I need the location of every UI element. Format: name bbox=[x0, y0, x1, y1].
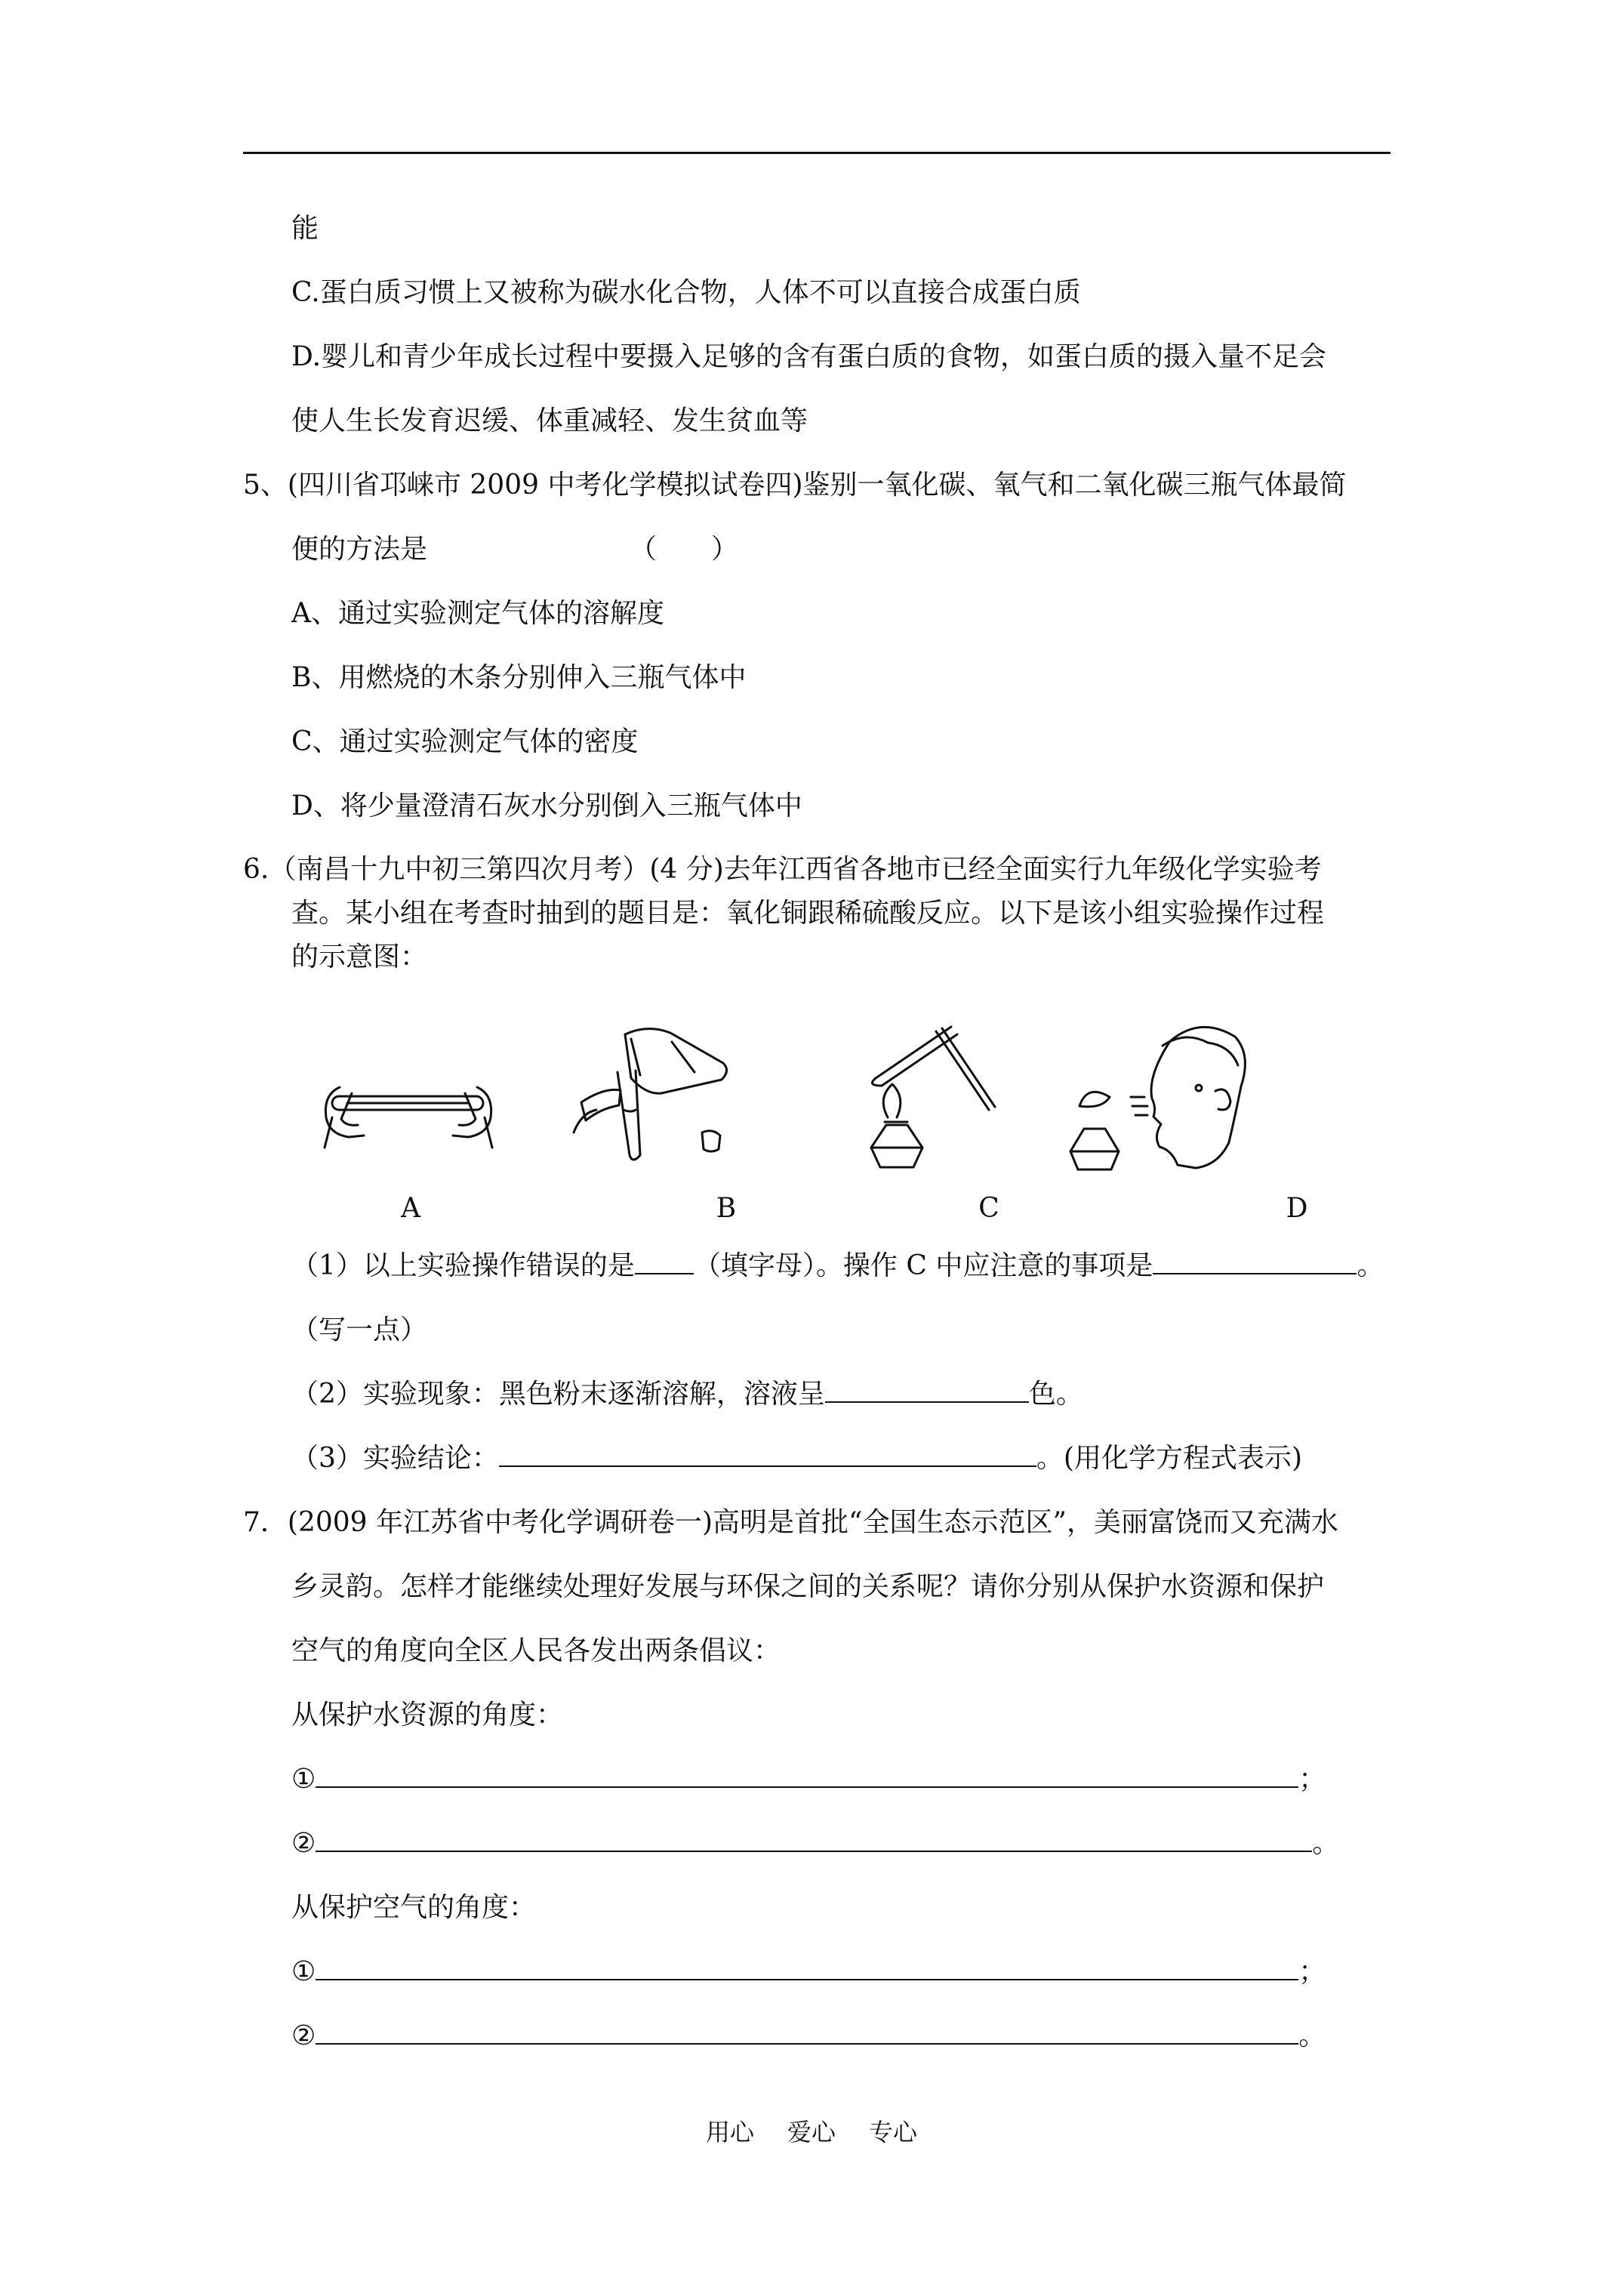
answer-blank-letter[interactable] bbox=[635, 1250, 694, 1274]
option-c: C.蛋白质习惯上又被称为碳水化合物，人体不可以直接合成蛋白质 bbox=[291, 277, 1081, 308]
answer-blank-note[interactable] bbox=[1153, 1250, 1357, 1274]
option-d: D.婴儿和青少年成长过程中要摄入足够的含有蛋白质的食物，如蛋白质的摄入量不足会 bbox=[291, 341, 1327, 372]
air-heading: 从保护空气的角度： bbox=[291, 1892, 537, 1923]
water-heading: 从保护水资源的角度： bbox=[291, 1700, 564, 1730]
figure-a-illustration bbox=[317, 1057, 498, 1163]
answer-blank-color[interactable] bbox=[825, 1379, 1029, 1403]
figure-label-b: B bbox=[716, 1193, 737, 1224]
figure-c-illustration bbox=[861, 1012, 1004, 1178]
question-6: 6.（南昌十九中初三第四次月考）(4 分)去年江西省各地市已经全面实行九年级化学实验考 bbox=[243, 854, 1322, 885]
question-6-continued-2: 的示意图： bbox=[291, 942, 428, 972]
text-line: 能 bbox=[291, 213, 319, 244]
answer-paren[interactable]: （ ） bbox=[630, 534, 739, 565]
figure-label-a: A bbox=[401, 1193, 420, 1224]
answer-blank-water-1[interactable] bbox=[316, 1764, 1298, 1788]
footer-word-2: 爱心 bbox=[787, 2118, 836, 2147]
figure-d-illustration bbox=[1057, 1015, 1253, 1178]
q6-subquestion-2: （2）实验现象：黑色粉末逐渐溶解，溶液呈 色。 bbox=[291, 1379, 1083, 1410]
question-5-continued: 便的方法是 bbox=[291, 534, 428, 565]
answer-blank-water-2[interactable] bbox=[316, 1828, 1312, 1852]
answer-blank-air-2[interactable] bbox=[316, 2020, 1298, 2045]
water-item-2: ② 。 bbox=[291, 1828, 1340, 1859]
question-6-continued: 查。某小组在考查时抽到的题目是：氧化铜跟稀硫酸反应。以下是该小组实验操作过程 bbox=[291, 898, 1325, 929]
q6-subquestion-1: （1）以上实验操作错误的是 （填字母）。操作 C 中应注意的事项是 。 bbox=[291, 1250, 1384, 1281]
q6-subquestion-3: （3）实验结论： 。(用化学方程式表示) bbox=[291, 1443, 1302, 1474]
water-item-1: ① ； bbox=[291, 1764, 1326, 1795]
air-item-2: ② 。 bbox=[291, 2020, 1326, 2051]
figure-label-c: C bbox=[978, 1193, 999, 1224]
question-7-continued-2: 空气的角度向全区人民各发出两条倡议： bbox=[291, 1635, 781, 1666]
question-7: 7．(2009 年江苏省中考化学调研卷一)高明是首批“全国生态示范区”，美丽富饶而又充满水 bbox=[243, 1507, 1338, 1538]
footer-word-1: 用心 bbox=[705, 2118, 754, 2147]
q5-option-c: C、通过实验测定气体的密度 bbox=[291, 726, 639, 757]
question-5: 5、(四川省邛崃市 2009 中考化学模拟试卷四)鉴别一氧化碳、氧气和二氧化碳三瓶气体最简 bbox=[243, 470, 1347, 501]
q5-option-a: A、通过实验测定气体的溶解度 bbox=[291, 598, 664, 629]
q6-subquestion-1-hint: （写一点） bbox=[291, 1314, 428, 1345]
figure-b-illustration bbox=[559, 1019, 740, 1170]
header-rule bbox=[243, 152, 1390, 154]
page-footer bbox=[0, 2117, 1623, 2147]
q5-option-d: D、将少量澄清石灰水分别倒入三瓶气体中 bbox=[291, 791, 802, 821]
air-item-1: ① ； bbox=[291, 1956, 1326, 1987]
answer-blank-equation[interactable] bbox=[499, 1443, 1036, 1467]
answer-blank-air-1[interactable] bbox=[316, 1956, 1298, 1980]
question-7-continued: 乡灵韵。怎样才能继续处理好发展与环保之间的关系呢？请你分别从保护水资源和保护 bbox=[291, 1571, 1325, 1602]
figure-label-d: D bbox=[1286, 1193, 1308, 1224]
option-d-continued: 使人生长发育迟缓、体重减轻、发生贫血等 bbox=[291, 405, 808, 436]
q5-option-b: B、用燃烧的木条分别伸入三瓶气体中 bbox=[291, 662, 747, 693]
footer-word-3: 专心 bbox=[869, 2118, 918, 2147]
